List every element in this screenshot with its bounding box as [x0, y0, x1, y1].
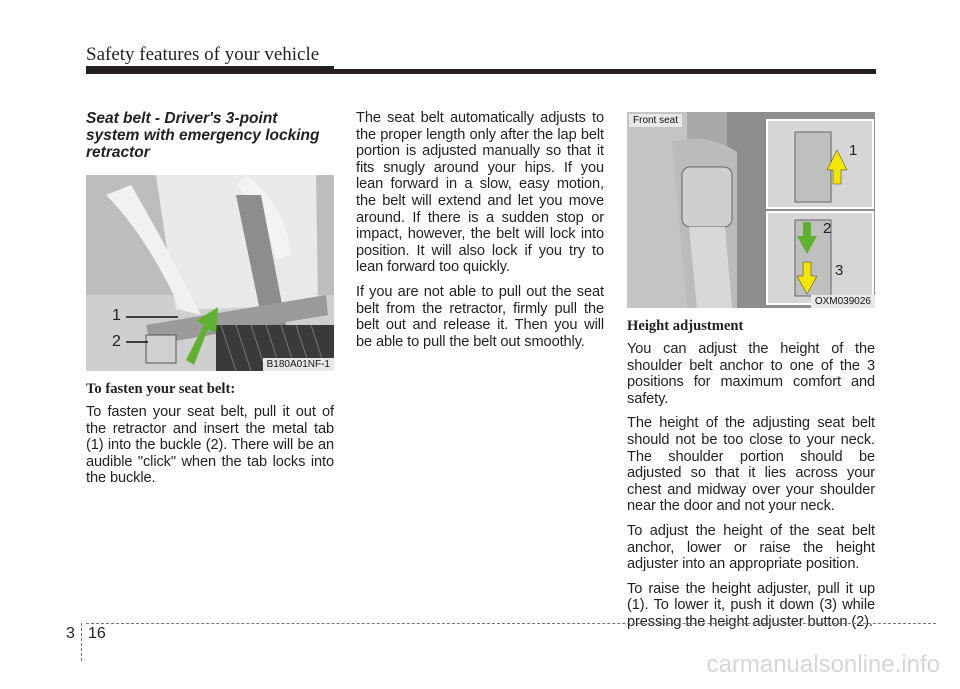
seat-belt-figure [86, 175, 334, 371]
column-left [86, 110, 334, 495]
watermark: carmanualsonline.info [706, 651, 940, 678]
body-paragraph: The seat belt automatically adjusts to the proper length only after the lap belt portion is adjusted manually so that it fits snugly around your hips. If you lean forward in a slow, easy motion, the belt will extend and let you move around. If there is a sudden stop or impact, however, the belt will lock into position. It will also lock if you try to lean forward too quickly. [356, 110, 604, 276]
callout-1: 1 [112, 307, 121, 324]
footer-divider [81, 623, 82, 661]
footer-rule [86, 623, 936, 624]
body-paragraph: To fasten your seat belt, pull it out of the retractor and insert the metal tab (1) into the buckle (2). There will be an audible "click" when the tab locks into the buckle. [86, 404, 334, 487]
figure-code: OXM039026 [811, 295, 875, 308]
subheading: Height adjustment [627, 318, 744, 334]
page-header-title: Safety features of your vehicle [86, 44, 320, 65]
seat-belt-illustration [86, 175, 334, 371]
body-paragraph: The height of the adjusting seat belt should not be too close to your neck. The shoulder portion should be adjusted so that it lies across your chest and midway over your shoulder near the door and not your neck. [627, 415, 875, 515]
chapter-number: 3 [66, 625, 75, 642]
header-rule [86, 69, 876, 74]
column-middle [356, 110, 604, 358]
subheading: To fasten your seat belt: [86, 381, 236, 397]
callout-2: 2 [112, 333, 121, 350]
height-adjust-figure [627, 112, 875, 308]
figure-label: Front seat [629, 114, 682, 127]
body-paragraph: If you are not able to pull out the seat belt from the retractor, firmly pull the belt out and release it. Then you will be able to pull the belt out smoothly. [356, 283, 604, 350]
page-number: 16 [88, 625, 106, 642]
figure-code: B180A01NF-1 [263, 358, 334, 371]
callout-2: 2 [823, 220, 832, 237]
body-paragraph: You can adjust the height of the shoulder belt anchor to one of the 3 positions for maximum comfort and safety. [627, 341, 875, 407]
body-paragraph: To adjust the height of the seat belt anchor, lower or raise the height adjuster into an appropriate position. [627, 522, 875, 573]
callout-3: 3 [835, 262, 844, 279]
body-paragraph: To raise the height adjuster, pull it up (1). To lower it, push it down (3) while pressing the height adjuster button (2). [627, 580, 875, 630]
callout-1: 1 [849, 142, 858, 159]
column-right [627, 112, 875, 639]
section-title: Seat belt - Driver's 3-point system with emergency locking retractor [86, 110, 320, 161]
